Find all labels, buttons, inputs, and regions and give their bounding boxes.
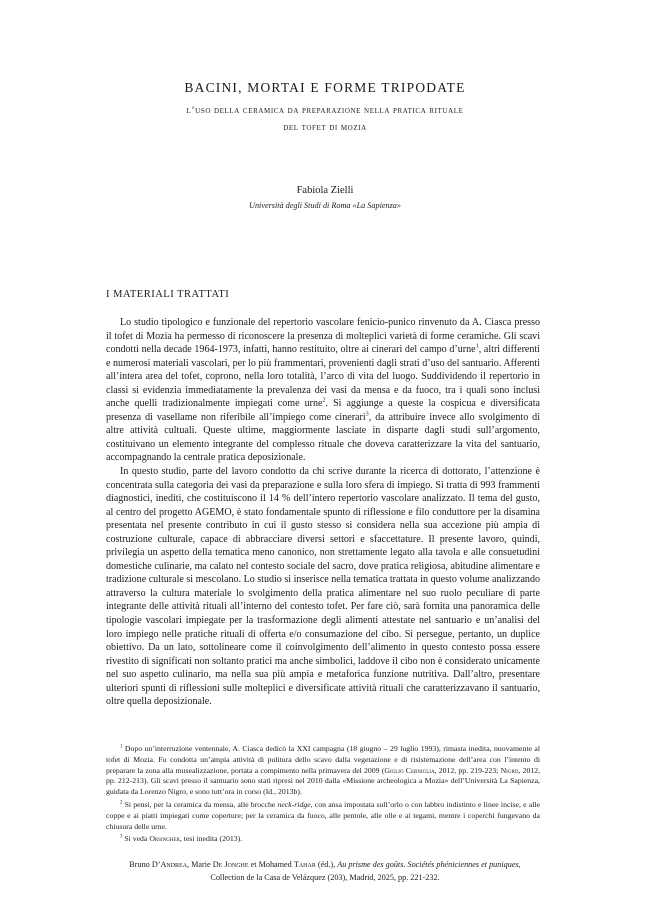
author-name: Fabiola Zielli [296,185,354,196]
body-text [106,316,540,709]
article-subtitle [100,102,550,136]
footnote-3: $^3$ Si veda Orsingher, tesi inedita (2013). [120,834,243,844]
section-heading: I MATERIALI TRATTATI [106,289,230,300]
footnotes [106,744,540,847]
citation-line-1: Bruno D’Andrea, Marie De Jonghe et Mohamed Tahar (éd.), Au prisme des goûts. Sociétés phéniciennes et puniques, [129,860,521,869]
citation-line-2: Collection de la Casa de Velázquez (203), Madrid, 2025, pp. 221-232. [210,873,440,882]
author-affiliation: Università degli Studi di Roma «La Sapienza» [249,201,401,210]
paragraph-2: In questo studio, parte del lavoro condotto da chi scrive durante la ricerca di dottorato, l’attenzione è concentrata sulla categoria dei vasi da preparazione e sulla loro sfera di impiego. Si tratta di 993 frammenti diagnostici, inediti, che costituiscono il 14 % dell’intero repertorio vascolare analizzato. Il tema del gusto, al centro del progetto AGEMO, è stato fondamentale spunto di riflessione e filo conduttore per la disamina presentata nel presente contributo in cui il gusto stesso si considera nella sua accezione più ampia di costruzione culturale, capace di abbracciare diversi settori e sfaccettature. Il presente lavoro, quindi, privilegia un aspetto della tematica meno canonico, non strettamente legato alla tavola e alle consuetudini domestiche culinarie, ma calato nel contesto sociale del sacro, dove pratica religiosa, abitudine alimentare e tradizione culturale si mescolano. Lo studio si inserisce nella tematica trattata in questo volume analizzando attraverso la cultura materiale lo svolgimento della pratica alimentare nel suo ruolo peculiare di parte integrante delle attività rituali all’interno del contesto tofet. Per fare ciò, sarà fornita una panoramica delle tipologie vascolari impiegate per la trasformazione degli alimenti attestate nel santuario e un’analisi del loro impiego nelle pratiche rituali di offerta e/o consumazione del cibo. Si persegue, pertanto, un duplice obiettivo. Da un lato, sottolineare come il coinvolgimento dell’alimento in questo contesto possa essere rivestito di significati non soltanto pratici ma anche simbolici, laddove il cibo non è considerato unicamente nel suo aspetto culinario, ma nella sua più ampia e metaforica funzione nutritiva. Dall’altro, presentare ulteriori spunti di riflessioni sulle molteplici e diversificate attività rituali che caratterizzavano il santuario, oltre quella deposizionale. [106,466,540,708]
citation-footer [0,858,650,884]
footnote-ref-3[interactable]: 3 [365,410,369,418]
footnote-ref-1[interactable]: 1 [475,342,479,350]
subtitle-line-2: del tofet di mozia [283,122,367,133]
footnote-ref-2[interactable]: 2 [322,396,326,404]
paragraph-1: Lo studio tipologico e funzionale del repertorio vascolare fenicio-punico rinvenuto da A. Ciasca presso il tofet di Mozia ha permesso di riconoscere la presenza di molteplici varietà di forme ceramiche. Gli scavi condotti nella decade 1964-1973, infatti, hanno restituito, oltre ai cinerari del campo d’urne$^1$, altri differenti e numerosi materiali vascolari, per lo più frammentari, provenienti dagli strati d’uso del santuario. Afferenti all’intera area del tofet, coprono, nella loro totalità, l’arco di vita del luogo. Suddividendo il repertorio in classi si evidenzia immediatamente la prevalenza dei vasi da mensa e da fuoco, tra i quali sono inclusi anche quelli tradizionalmente impiegati come urne$^2$. Si aggiunge a queste la cospicua e diversificata presenza di vasellame non riferibile all’impiego come cinerari$^3$, da attribuire invece allo svolgimento di altre attività cultuali. Queste ultime, maggiormente lasciate in disparte dagli studi sull’argomento, costituivano un elemento integrante del complesso rituale che doveva caratterizzare la vita del santuario, accompagnando la centrale pratica deposizionale. [106,317,540,464]
footnote-1: $^1$ Dopo un’interruzione ventennale, A. Ciasca dedicò la XXI campagna (18 giugno – 29 luglio 1993), rimasta inedita, nuovamente al tofet di Mozia. Fu condotta un’ampia attività di pulitura dello scavo dalla vegetazione e di risistemazione dell’area con l’intento di preparare la zona alla musealizzazione, portata a compimento nella primavera del 2009 (Giglio Cerniglia, 2012, pp. 219-223; Nigro, 2012, pp. 212-213). Gli scavi presso il santuario sono stati ripresi nel 2010 dalla «Missione archeologica a Mozia» dell’Università La Sapienza, guidata da Lorenzo Nigro, e sono tutt’ora in corso (Id., 2013b). [106,744,541,797]
article-title: BACINI, MORTAI E FORME TRIPODATE [184,80,466,95]
subtitle-line-1: l’uso della ceramica da preparazione nella pratica rituale [186,105,464,116]
footnote-2: $^2$ Si pensi, per la ceramica da mensa, alle brocche neck-ridge, con ansa impostata sull’orlo o con labbro indistinto e linee incise, e alle coppe e ai piatti impiegati come coperture; per la ceramica da fuoco, alle pentole, alle olle e ai tegami, mentre i coperchi fungevano da chiusura delle urne. [106,799,540,831]
